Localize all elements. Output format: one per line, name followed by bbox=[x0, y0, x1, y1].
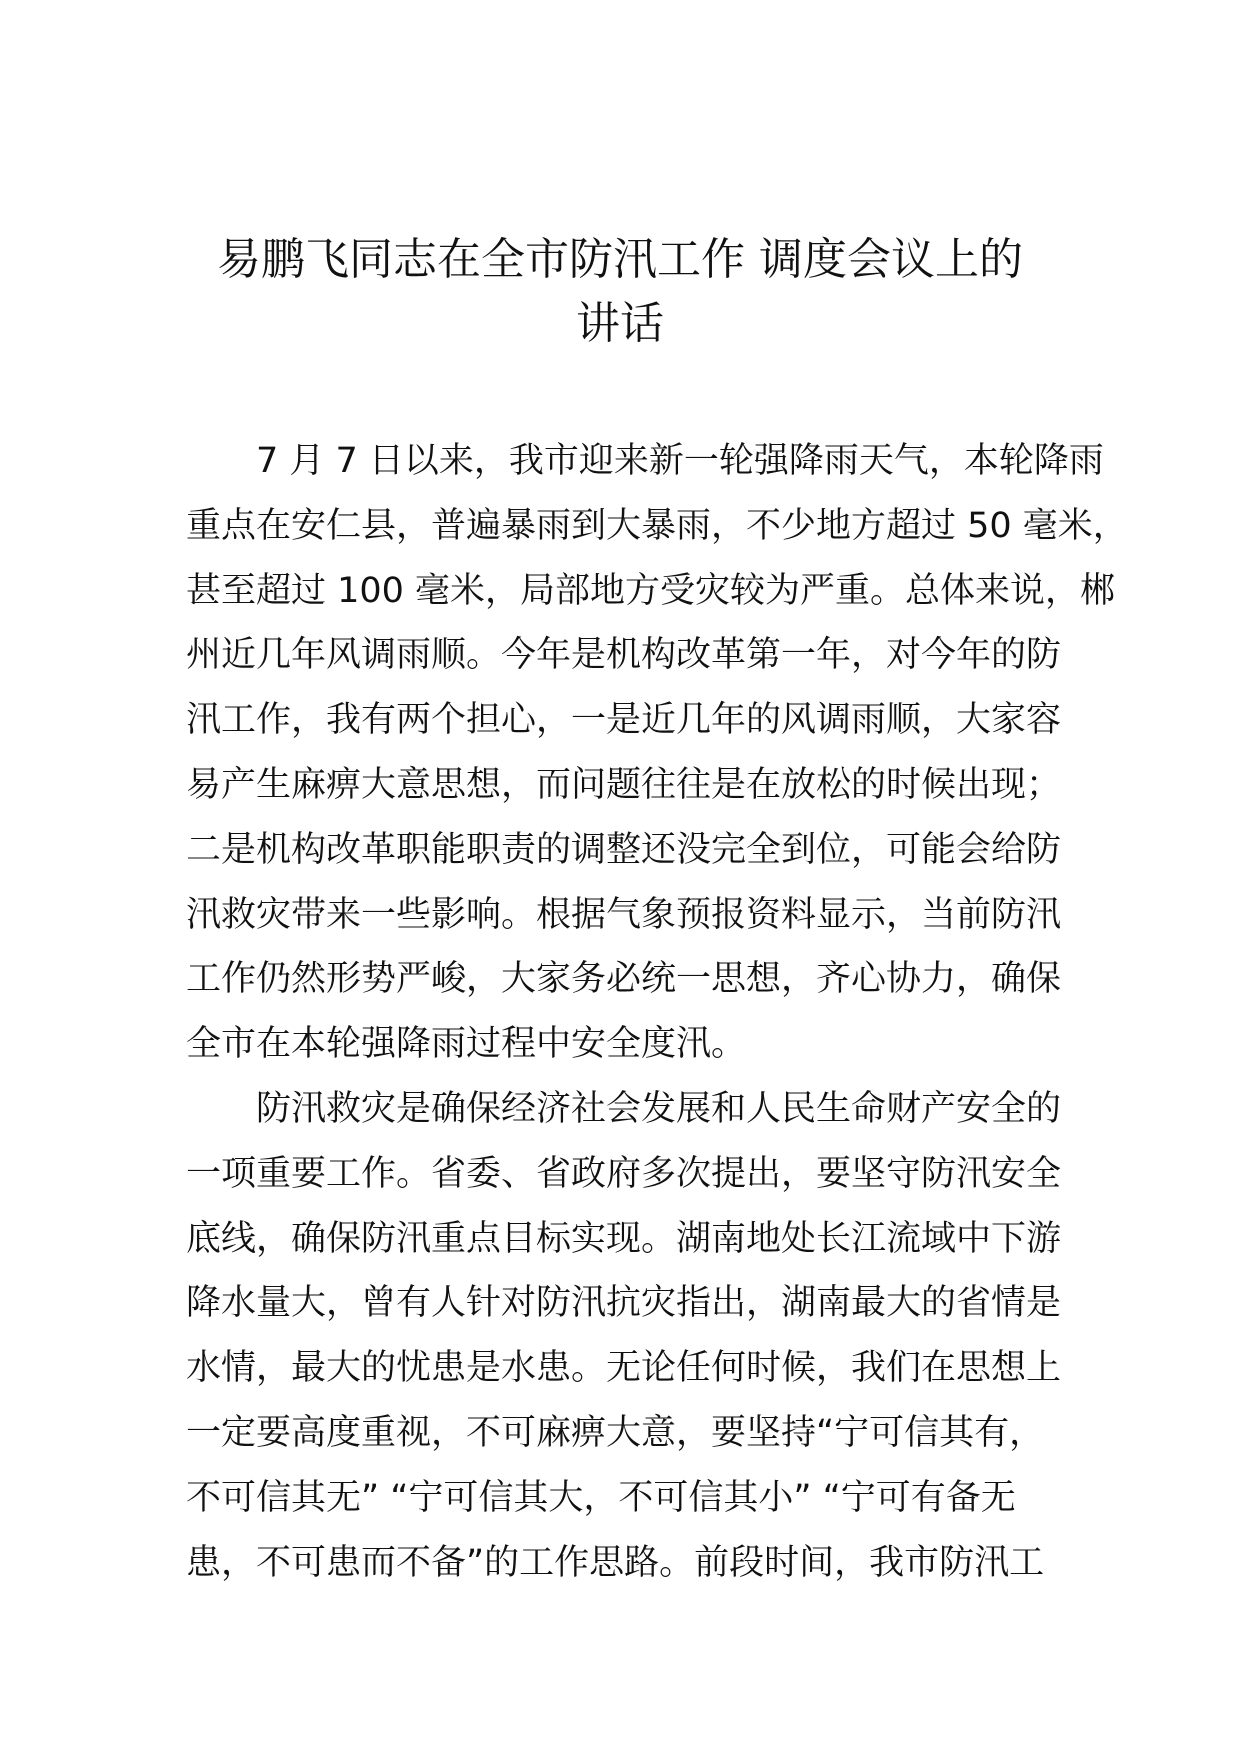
paragraph-1 bbox=[186, 429, 1128, 1077]
paragraph-line: 二是机构改革职能职责的调整还没完全到位，可能会给防 bbox=[186, 829, 1062, 870]
title-line-1: 易鹏飞同志在全市防汛工作 调度会议上的 bbox=[217, 234, 1023, 285]
paragraph-line: 易产生麻痹大意思想，而问题往往是在放松的时候出现； bbox=[186, 764, 1062, 805]
paragraph-2 bbox=[186, 1077, 1086, 1595]
paragraph-line: 汛救灾带来一些影响。根据气象预报资料显示，当前防汛 bbox=[186, 894, 1062, 935]
paragraph-line: 降水量大，曾有人针对防汛抗灾指出，湖南最大的省情是 bbox=[186, 1283, 1062, 1324]
document-title bbox=[150, 228, 1090, 356]
paragraph-line: 全市在本轮强降雨过程中安全度汛。 bbox=[186, 1024, 747, 1065]
paragraph-line: 甚至超过 100 毫米，局部地方受灾较为严重。总体来说，郴 bbox=[186, 570, 1116, 611]
paragraph-line: 一定要高度重视，不可麻痹大意，要坚持“宁可信其有， bbox=[186, 1412, 1045, 1453]
paragraph-line: 汛工作，我有两个担心，一是近几年的风调雨顺，大家容 bbox=[186, 700, 1062, 741]
title-line-2: 讲话 bbox=[576, 298, 664, 349]
paragraph-line: 底线，确保防汛重点目标实现。湖南地处长江流域中下游 bbox=[186, 1218, 1062, 1259]
paragraph-line: 不可信其无” “宁可信其大，不可信其小” “宁可有备无 bbox=[186, 1477, 1016, 1518]
paragraph-line: 7 月 7 日以来，我市迎来新一轮强降雨天气，本轮降雨 bbox=[256, 441, 1104, 481]
document-body bbox=[186, 429, 1128, 1595]
paragraph-line: 防汛救灾是确保经济社会发展和人民生命财产安全的 bbox=[256, 1088, 1062, 1129]
paragraph-line: 工作仍然形势严峻，大家务必统一思想，齐心协力，确保 bbox=[186, 959, 1062, 1000]
paragraph-line: 一项重要工作。省委、省政府多次提出，要坚守防汛安全 bbox=[186, 1153, 1062, 1194]
paragraph-line: 重点在安仁县，普遍暴雨到大暴雨，不少地方超过 50 毫米， bbox=[186, 505, 1128, 546]
paragraph-line: 水情，最大的忧患是水患。无论任何时候，我们在思想上 bbox=[186, 1348, 1062, 1389]
paragraph-line: 州近几年风调雨顺。今年是机构改革第一年，对今年的防 bbox=[186, 635, 1062, 676]
paragraph-line: 患，不可患而不备”的工作思路。前段时间，我市防汛工 bbox=[186, 1542, 1045, 1583]
